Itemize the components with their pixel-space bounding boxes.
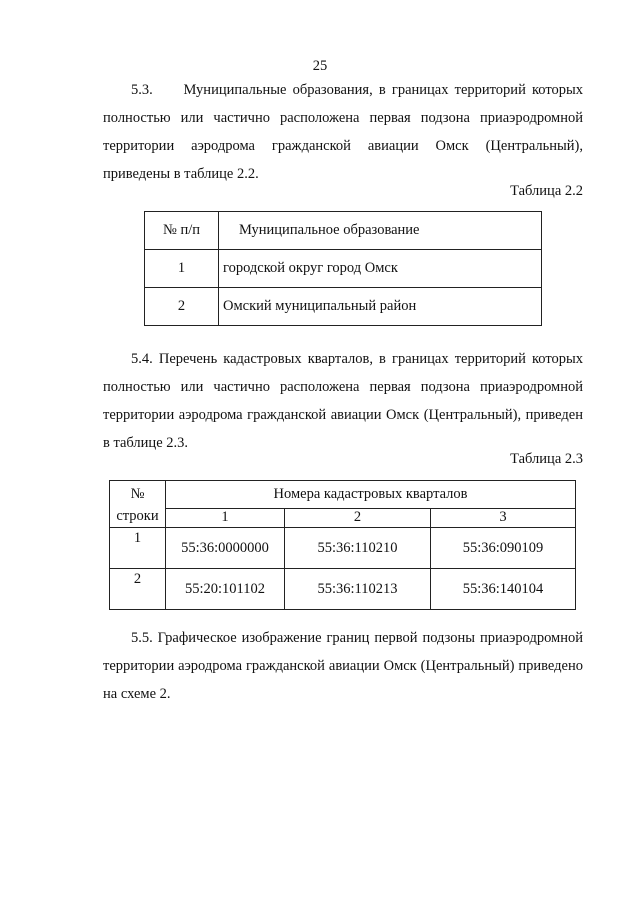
cell-row-number: 2 [110,569,166,610]
table-header-row [110,481,576,509]
paragraph-5-5: 5.5. Графическое изображение границ первой подзоны приаэродромной территории аэродрома гражданской авиации Омск (Центральный) приведено на схеме 2. [103,630,583,702]
cell-cadastral-number: 55:36:090109 [431,528,576,569]
paragraph-5-3: 5.3. Муниципальные образования, в границах территорий которых полностью или частично расположена первая подзона приаэродромной территории аэродрома гражданской авиации Омск (Центральный), приведены в таблице 2.2. [103,82,583,182]
header-row-number-symbol: № [130,486,145,502]
table-2-3-caption: Таблица 2.3 [510,451,583,467]
cell-cadastral-number: 55:36:110210 [285,528,431,569]
cell-number: 2 [145,288,219,326]
cell-municipality: Омский муниципальный район [219,288,542,326]
table-row [110,528,576,569]
header-cell-row-number [110,481,166,528]
table-2-2-caption: Таблица 2.2 [510,183,583,199]
cell-cadastral-number: 55:36:0000000 [166,528,285,569]
table-2-3 [109,480,576,610]
page-number: 25 [312,58,328,74]
header-row-number-label: строки [116,508,159,524]
table-row [145,250,542,288]
header-cell-cadastral-numbers: Номера кадастровых кварталов [166,481,576,509]
header-cell-municipality: Муниципальное образование [219,212,542,250]
header-cell-number: № п/п [145,212,219,250]
header-cell-col-1: 1 [166,508,285,527]
table-2-2 [144,211,542,326]
header-cell-col-2: 2 [285,508,431,527]
cell-number: 1 [145,250,219,288]
table-row [145,288,542,326]
table-subheader-row [110,508,576,527]
header-cell-col-3: 3 [431,508,576,527]
paragraph-5-4: 5.4. Перечень кадастровых кварталов, в границах территорий которых полностью или частично расположена первая подзона приаэродромной территории аэродрома гражданской авиации Омск (Центральный), приведен в таблице 2.3. [103,351,583,451]
cell-municipality: городской округ город Омск [219,250,542,288]
cell-row-number: 1 [110,528,166,569]
cell-cadastral-number: 55:20:101102 [166,569,285,610]
cell-cadastral-number: 55:36:140104 [431,569,576,610]
table-header-row [145,212,542,250]
table-row [110,569,576,610]
cell-cadastral-number: 55:36:110213 [285,569,431,610]
